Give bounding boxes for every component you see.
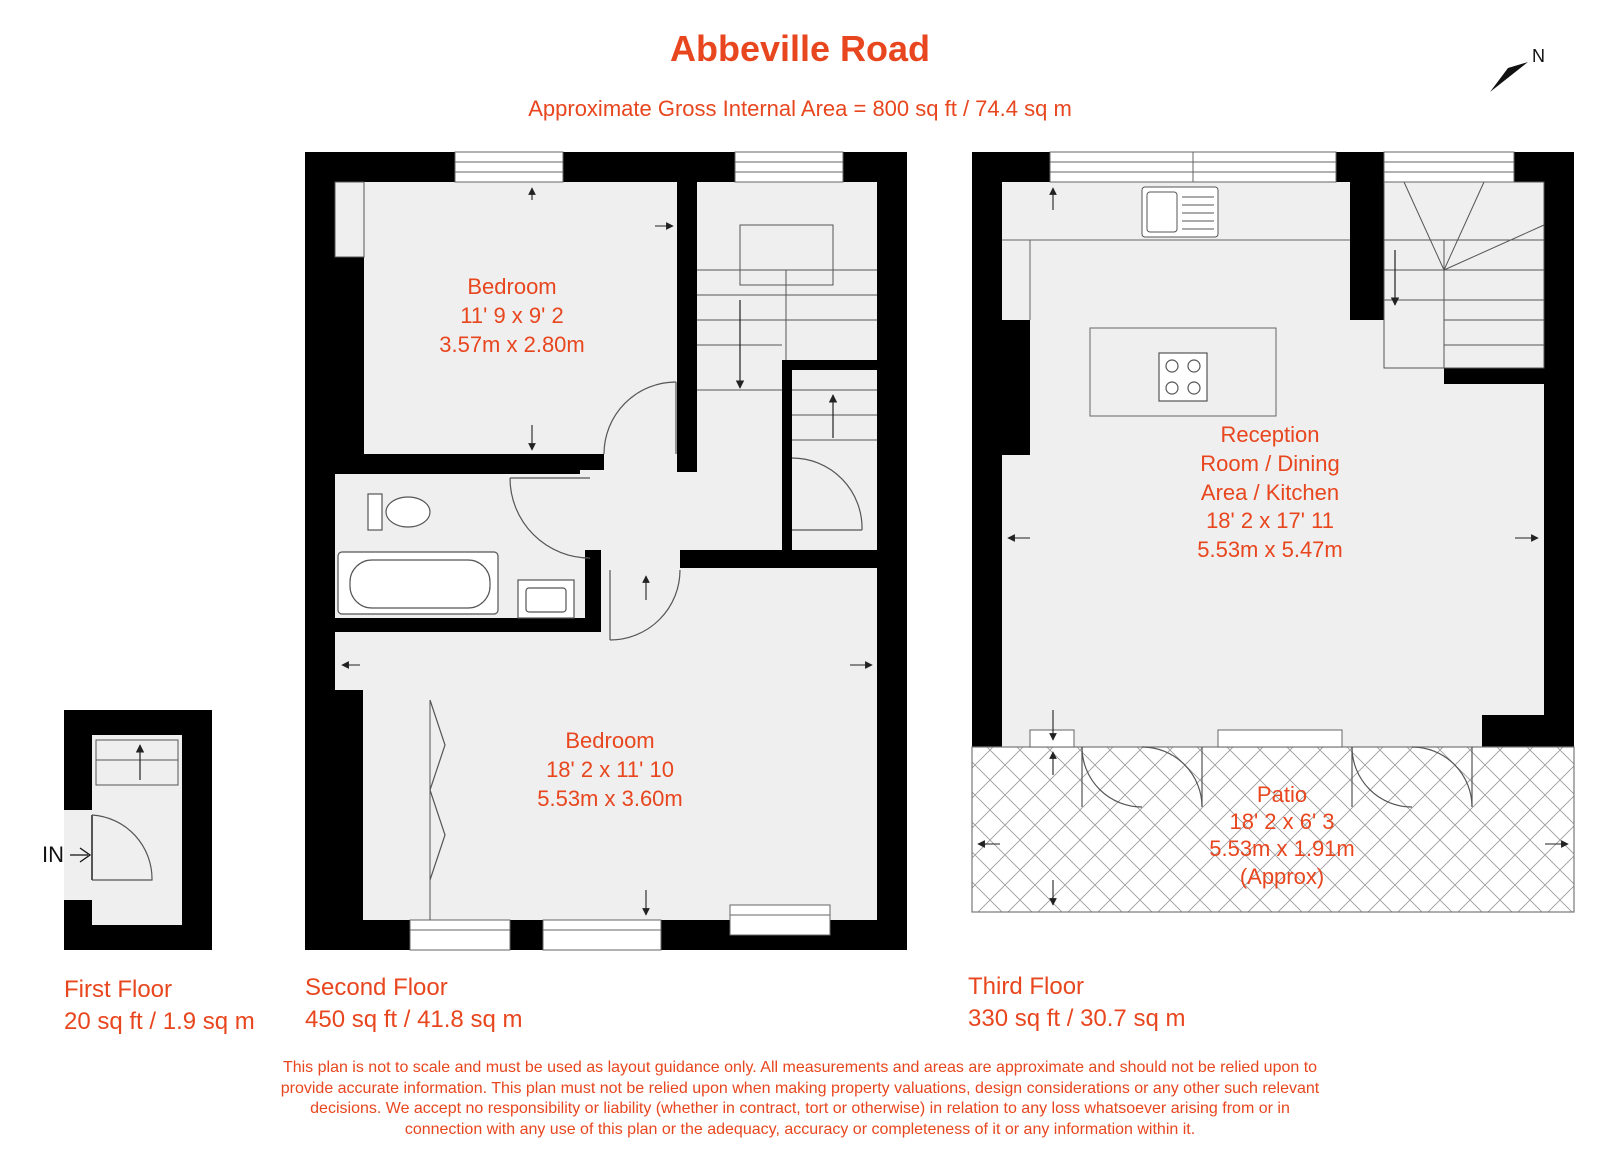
reception-imperial: 18' 2 x 17' 11 bbox=[1206, 508, 1334, 533]
second-floor-caption bbox=[305, 972, 522, 1036]
third-floor-caption bbox=[968, 971, 1185, 1035]
bedroom1-name: Bedroom bbox=[467, 274, 557, 299]
first-floor-plan bbox=[42, 710, 212, 950]
patio-name: Patio bbox=[1256, 782, 1308, 807]
disclaimer-line: decisions. We accept no responsibility or liability (whether in contract, tort or otherwise) in relation to any loss whatsoever arising from or in bbox=[310, 1100, 1290, 1117]
third-floor-plan bbox=[972, 152, 1574, 912]
disclaimer-line: This plan is not to scale and must be used as layout guidance only. All measurements and areas are approximate and should not be relied upon to bbox=[282, 1059, 1318, 1076]
plan-title: Abbeville Road bbox=[669, 28, 931, 69]
reception-line1: Reception bbox=[1220, 422, 1320, 447]
bedroom1-imperial: 11' 9 x 9' 2 bbox=[460, 303, 564, 328]
bedroom1-metric: 3.57m x 2.80m bbox=[439, 332, 585, 357]
third-floor-name: Third Floor bbox=[968, 973, 1085, 1000]
entrance-label: IN bbox=[42, 842, 64, 867]
disclaimer-line: provide accurate information. This plan must not be relied upon when making property valuations, design considerations or any other such relevant bbox=[280, 1079, 1320, 1097]
reception-metric: 5.53m x 5.47m bbox=[1197, 537, 1343, 562]
disclaimer bbox=[200, 1058, 1400, 1140]
disclaimer-line: connection with any use of this plan or the adequacy, accuracy or completeness of it or any information within it. bbox=[404, 1120, 1196, 1138]
patio-imperial: 18' 2 x 6' 3 bbox=[1229, 809, 1335, 834]
bedroom2-name: Bedroom bbox=[565, 728, 655, 753]
second-floor-plan bbox=[305, 152, 907, 950]
hob-icon bbox=[1159, 353, 1207, 401]
reception-line2: Room / Dining bbox=[1200, 451, 1340, 476]
bedroom2-imperial: 18' 2 x 11' 10 bbox=[546, 757, 674, 782]
bedroom2-metric: 5.53m x 3.60m bbox=[537, 786, 683, 811]
patio-metric: 5.53m x 1.91m bbox=[1209, 836, 1355, 861]
reception-line3: Area / Kitchen bbox=[1200, 480, 1340, 505]
gross-area-subtitle: Approximate Gross Internal Area = 800 sq ft / 74.4 sq m bbox=[528, 96, 1072, 121]
second-floor-area: 450 sq ft / 41.8 sq m bbox=[305, 1006, 523, 1033]
first-floor-caption bbox=[64, 974, 255, 1038]
compass-letter: N bbox=[1532, 46, 1545, 66]
north-compass-icon bbox=[1490, 46, 1545, 92]
first-floor-area: 20 sq ft / 1.9 sq m bbox=[64, 1008, 255, 1035]
second-floor-name: Second Floor bbox=[305, 974, 448, 1001]
third-floor-area: 330 sq ft / 30.7 sq m bbox=[968, 1005, 1186, 1032]
first-floor-name: First Floor bbox=[64, 976, 172, 1003]
patio-note: (Approx) bbox=[1239, 864, 1325, 889]
